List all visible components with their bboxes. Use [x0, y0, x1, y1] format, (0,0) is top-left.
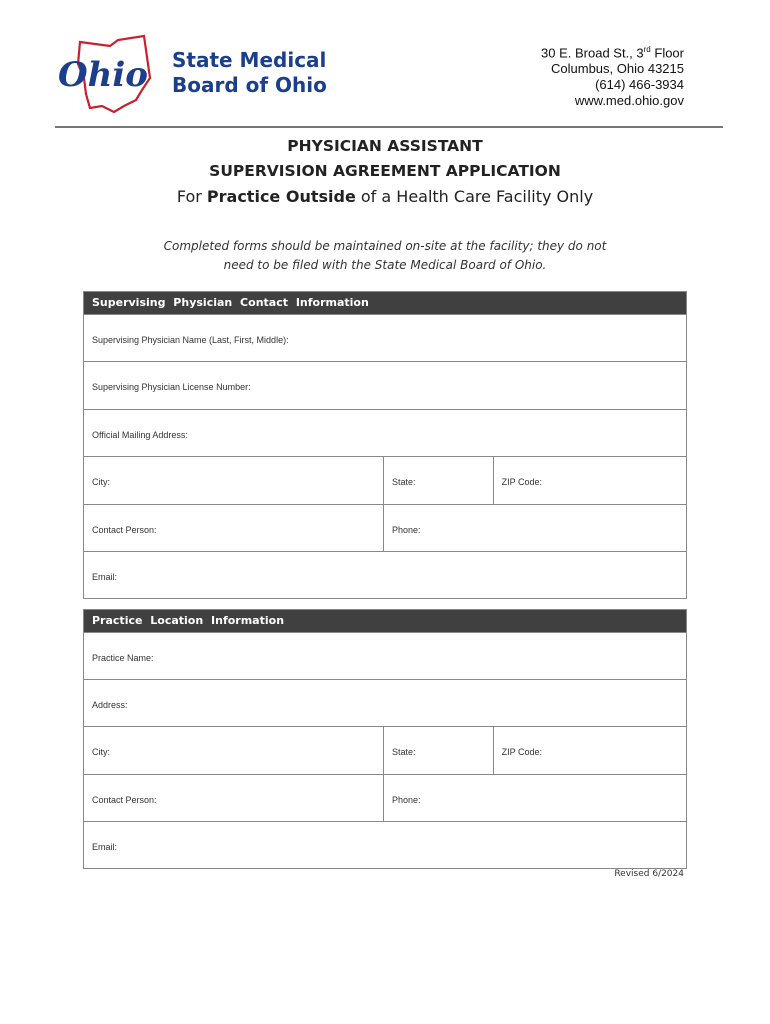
email-row: [84, 821, 686, 868]
state-field[interactable]: [383, 457, 493, 504]
org-name: [172, 48, 327, 98]
mailing-row: [84, 409, 686, 456]
org-name-line2: Board of Ohio: [172, 73, 327, 97]
field-label: Contact Person:: [92, 795, 157, 805]
contact-phone-row: [84, 504, 686, 551]
name-row: [84, 314, 686, 361]
phone-field[interactable]: [383, 505, 686, 551]
email-field[interactable]: [84, 552, 686, 598]
field-label: Practice Name:: [92, 653, 154, 663]
field-label: Contact Person:: [92, 525, 157, 535]
board-logo: [58, 34, 328, 114]
phone-field[interactable]: [383, 775, 686, 821]
title-line3: [0, 185, 770, 209]
title-line3-prefix: For: [176, 187, 207, 206]
address-line1: 30 E. Broad St., 3rd Floor: [541, 45, 684, 61]
address-row: [84, 679, 686, 726]
practice-name-field[interactable]: [84, 633, 686, 679]
zip-field[interactable]: [493, 727, 686, 774]
filing-note: [0, 237, 770, 275]
note-line1: Completed forms should be maintained on-site at the facility; they do not: [163, 239, 607, 253]
contact-person-field[interactable]: [84, 505, 383, 551]
contact-person-field[interactable]: [84, 775, 383, 821]
state-field[interactable]: [383, 727, 493, 774]
field-label: City:: [92, 747, 110, 757]
field-label: State:: [391, 477, 416, 487]
zip-field[interactable]: [493, 457, 686, 504]
title-line2: SUPERVISION AGREEMENT APPLICATION: [209, 162, 561, 180]
field-label: City:: [92, 477, 110, 487]
email-field[interactable]: [84, 822, 686, 868]
revision-date: Revised 6/2024: [614, 869, 684, 879]
ohio-state-outline-logo-icon: [58, 34, 168, 114]
license-number-field[interactable]: [84, 362, 686, 409]
title-line3-bold: Practice Outside: [206, 187, 356, 206]
mailing-address-field[interactable]: [84, 410, 686, 456]
field-label: Supervising Physician Name (Last, First, Middle):: [92, 335, 289, 345]
field-label: ZIP Code:: [501, 747, 542, 757]
field-label: Official Mailing Address:: [92, 430, 188, 440]
physician-name-field[interactable]: [84, 315, 686, 361]
city-state-zip-row: [84, 456, 686, 504]
license-row: [84, 361, 686, 409]
city-field[interactable]: [84, 727, 383, 774]
field-label: State:: [391, 747, 416, 757]
city-field[interactable]: [84, 457, 383, 504]
field-label: Address:: [92, 700, 128, 710]
section-heading: Practice Location Information: [84, 610, 686, 632]
section-heading: Supervising Physician Contact Information: [84, 292, 686, 314]
org-name-line1: State Medical: [172, 48, 327, 72]
address-line2: Columbus, Ohio 43215: [551, 61, 684, 77]
field-label: ZIP Code:: [501, 477, 542, 487]
field-label: Phone:: [392, 795, 421, 805]
svg-text:Ohio: Ohio: [58, 55, 148, 95]
field-label: Phone:: [392, 525, 421, 535]
address-field[interactable]: [84, 680, 686, 726]
address-line3: (614) 466-3934: [595, 77, 684, 93]
header-divider: [55, 126, 723, 128]
field-label: Email:: [92, 572, 118, 582]
email-row: [84, 551, 686, 598]
form-title: [0, 133, 770, 209]
board-address: [541, 42, 684, 109]
supervising-physician-section: [83, 291, 687, 599]
field-label: Supervising Physician License Number:: [92, 382, 251, 392]
title-line3-suffix: of a Health Care Facility Only: [355, 187, 594, 206]
city-state-zip-row: [84, 726, 686, 774]
address-line4[interactable]: www.med.ohio.gov: [574, 93, 684, 109]
contact-phone-row: [84, 774, 686, 821]
practice-location-section: [83, 609, 687, 869]
note-line2: need to be filed with the State Medical Board of Ohio.: [223, 258, 547, 272]
practice-name-row: [84, 632, 686, 679]
title-line1: PHYSICIAN ASSISTANT: [287, 137, 483, 155]
field-label: Email:: [92, 842, 118, 852]
